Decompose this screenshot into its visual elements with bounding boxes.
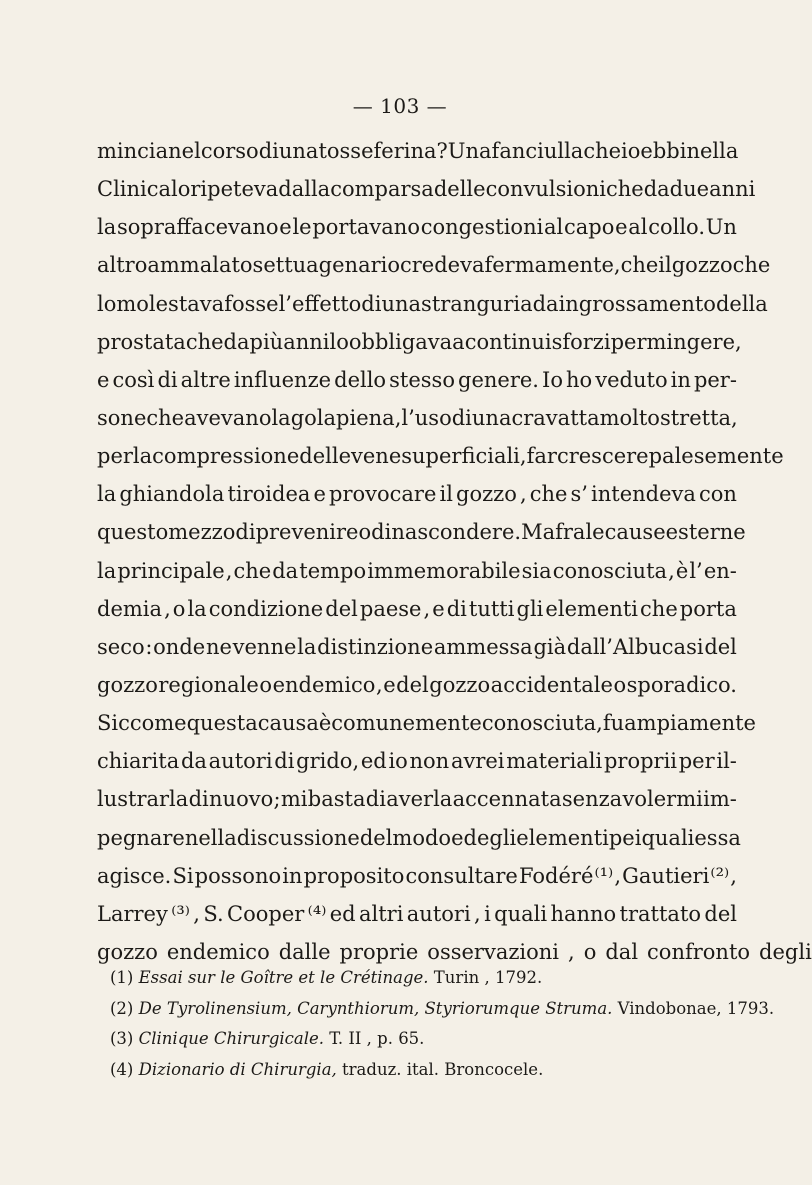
text-line: mincia nel corso di una tosse ferina? Una fanciulla che io ebbi nella [97, 139, 739, 163]
footnote-title: Dizionario di Chirurgia, [138, 1059, 337, 1079]
text-line: la ghiandola tiroidea e provocare il gozzo , che s’ intendeva con [97, 482, 737, 507]
footnote-marker: (1) [110, 968, 134, 987]
footnote [110, 1055, 750, 1086]
text-line: Clinica lo ripeteva dalla comparsa delle convulsioni che da due anni [97, 177, 756, 202]
footnote [110, 963, 750, 994]
footnote-marker: (4) [110, 1059, 134, 1079]
text-line: prostata che da più anni lo obbligava a continui sforzi per mingere, [97, 329, 742, 354]
text-line: lo molestava fosse l’ effetto di una stranguria da ingrossamento della [97, 291, 768, 316]
text-line: la principale , che da tempo immemorabile sia conosciuta , è l’ en- [97, 558, 737, 583]
text-line: gozzo endemico dalle proprie osservazioni , o dal confronto degli [97, 939, 812, 964]
text-line: Larrey ⁽³⁾ , S. Cooper ⁽⁴⁾ ed altri autori , i quali hanno trattato del [97, 901, 737, 926]
footnote-detail: Turin , 1792. [433, 968, 543, 987]
footnote-detail: Vindobonae, 1793. [617, 998, 775, 1018]
footnote-title: Clinique Chirurgicale. [138, 1029, 325, 1048]
text-line: altro ammalato settuagenario credeva fermamente, che il gozzo che [97, 253, 771, 278]
footnote-marker: (2) [110, 998, 134, 1018]
text-line: chiarita da autori di grido, ed io non avrei materiali proprii per il- [97, 749, 737, 774]
footnote-detail: traduz. ital. Broncocele. [342, 1059, 544, 1079]
text-line: questo mezzo di prevenire o di nascondere. Ma fra le cause esterne [97, 520, 746, 545]
text-line: lustrarla di nuovo ; mi basta di averla accennata senza volermi im- [97, 787, 737, 812]
text-line: Siccome questa causa è comunemente conosciuta , fu ampiamente [97, 711, 756, 736]
text-line: e così di altre influenze dello stesso genere. Io ho veduto in per- [97, 367, 737, 392]
footnote-marker: (3) [110, 1029, 134, 1048]
text-line: sone che avevano la gola piena , l’ uso di una cravatta molto stretta, [97, 405, 738, 430]
footnote [110, 1024, 750, 1055]
text-line: seco : onde ne venne la distinzione ammessa già dall’Albucasi del [97, 634, 737, 659]
body-text [97, 132, 812, 971]
text-line: pegnare nella discussione del modo e degli elementi pei quali essa [97, 825, 741, 850]
text-line: per la compressione delle vene superficiali , far crescere palesemente [97, 444, 784, 469]
text-line: la sopraffacevano e le portavano congestioni al capo e al collo. Un [97, 215, 737, 240]
text-line: agisce. Si possono in proposito consultare Fodéré ⁽¹⁾ , Gautieri ⁽²⁾ , [97, 863, 737, 888]
footnote [110, 994, 775, 1025]
page-number: — 103 — [352, 94, 448, 118]
footnote-title: Essai sur le Goître et le Crétinage. [138, 968, 429, 987]
footnote-title: De Tyrolinensium, Carynthiorum, Styriorumque Struma. [138, 998, 613, 1018]
text-line: demia , o la condizione del paese , e di tutti gli elementi che porta [97, 596, 737, 621]
footnote-detail: T. II , p. 65. [329, 1029, 425, 1048]
text-line: gozzo regionale o endemico , e del gozzo accidentale o sporadico. [97, 672, 737, 697]
footnotes [110, 963, 775, 1085]
